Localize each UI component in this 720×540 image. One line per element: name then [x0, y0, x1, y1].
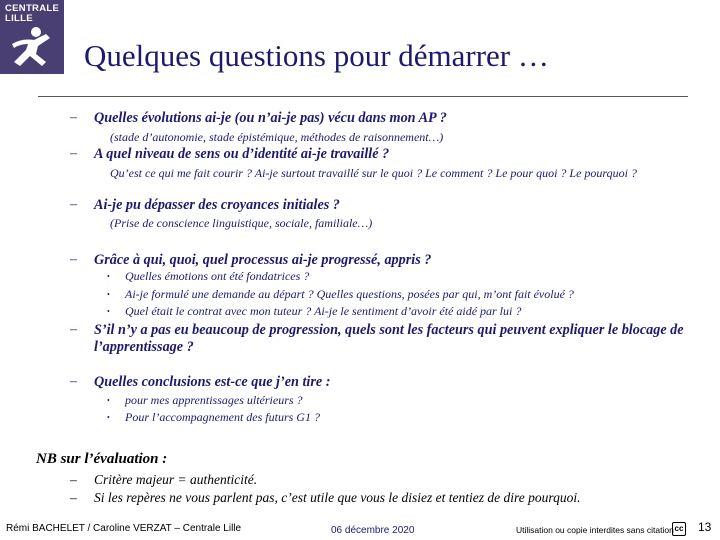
dash-marker: –	[70, 146, 77, 161]
dash-marker: –	[70, 322, 77, 337]
bullet-marker: •	[107, 396, 110, 405]
title-divider	[38, 96, 688, 97]
bullet-4-3: Quel était le contrat avec mon tuteur ? Ai-je le sentiment d’avoir été aidé par lui ?	[125, 304, 522, 318]
bullet-6-2: Pour l’accompagnement des futurs G1 ?	[125, 410, 320, 424]
footer-license: Utilisation ou copie interdites sans citation	[516, 525, 674, 535]
centrale-lille-logo	[0, 0, 64, 74]
bullet-marker: •	[107, 290, 110, 299]
nb-title: NB sur l’évaluation :	[36, 451, 168, 467]
logo-text	[5, 4, 59, 24]
bullet-marker: •	[107, 413, 110, 422]
dash-marker: –	[70, 472, 77, 487]
question-4: Grâce à qui, quoi, quel processus ai-je progressé, appris ?	[94, 252, 432, 268]
footer-authors: Rémi BACHELET / Caroline VERZAT – Centrale Lille	[6, 523, 242, 534]
bullet-4-1: Quelles émotions ont été fondatrices ?	[125, 269, 310, 283]
dash-marker: –	[70, 197, 77, 212]
footer-date: 06 décembre 2020	[331, 525, 415, 536]
bullet-marker: •	[107, 307, 110, 316]
logo-line-2: LILLE	[5, 13, 33, 24]
note-2-text: Qu’est ce qui me fait courir ? Ai-je surtout travaillé sur le quoi ? Le comment ? Le pour quoi ? Le pourquoi ?	[110, 166, 637, 180]
question-1: Quelles évolutions ai-je (ou n’ai-je pas) vécu dans mon AP ?	[94, 110, 447, 126]
bullet-4-2: Ai-je formulé une demande au départ ? Quelles questions, posées par qui, m’ont fait évolué ?	[125, 287, 574, 301]
question-3: Ai-je pu dépasser des croyances initiales ?	[94, 197, 340, 213]
question-5: S’il n’y a pas eu beaucoup de progression, quels sont les facteurs qui peuvent expliquer le blocage de l’apprentissage ?	[94, 322, 684, 355]
logo-line-1: CENTRALE	[5, 3, 60, 14]
question-2: A quel niveau de sens ou d’identité ai-je travaillé ?	[94, 146, 390, 162]
question-6: Quelles conclusions est-ce que j’en tire :	[94, 374, 331, 390]
nb-item-1: Critère majeur = authenticité.	[94, 472, 258, 487]
dash-marker: –	[70, 110, 77, 125]
runner-icon	[6, 26, 58, 70]
dash-marker: –	[70, 252, 77, 267]
creative-commons-icon: cc	[672, 522, 686, 536]
bullet-6-1: pour mes apprentissages ultérieurs ?	[125, 393, 303, 407]
nb-item-2: Si les repères ne vous parlent pas, c’est utile que vous le disiez et tentiez de dire pourquoi.	[94, 490, 581, 505]
dash-marker: –	[70, 490, 77, 505]
note-2	[110, 166, 670, 180]
page-number: 13	[698, 520, 712, 534]
dash-marker: –	[70, 374, 77, 389]
bullet-marker: •	[107, 272, 110, 281]
page-title: Quelques questions pour démarrer …	[84, 38, 549, 73]
note-1: (stade d’autonomie, stade épistémique, méthodes de raisonnement…)	[110, 130, 444, 144]
note-3: (Prise de conscience linguistique, sociale, familiale…)	[110, 216, 373, 230]
